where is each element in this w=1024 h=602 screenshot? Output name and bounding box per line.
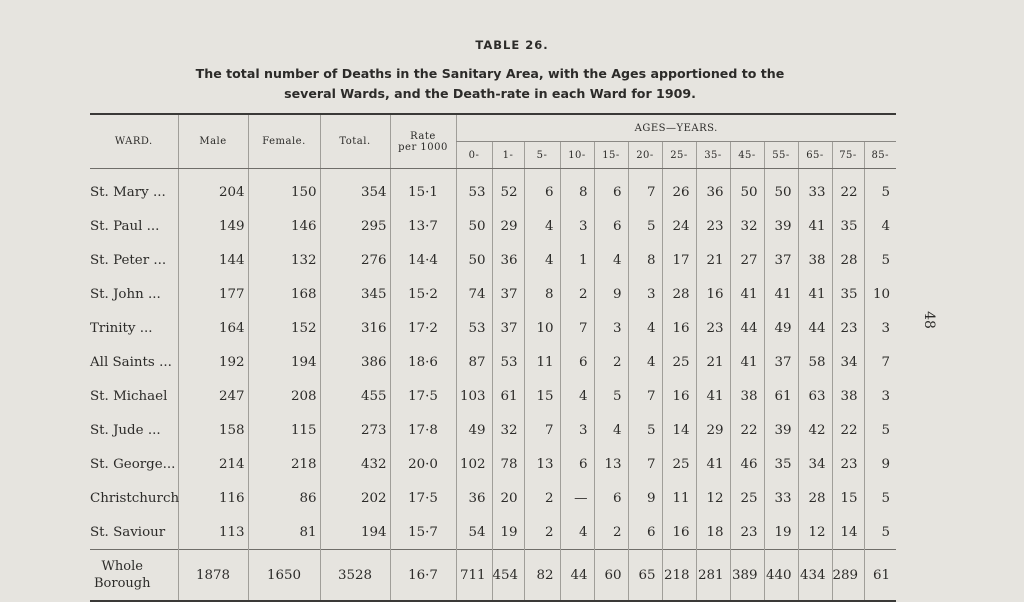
table-row [90,311,896,345]
male-count: 204 [178,169,248,210]
age-count-8: 25 [730,481,764,515]
death-rate: 15·1 [390,169,456,210]
total-count: 202 [320,481,390,515]
header-age-4: 15- [594,142,628,169]
female-count: 194 [248,345,320,379]
age-count-2: 4 [524,243,560,277]
age-count-4: 6 [594,209,628,243]
age-count-5: 6 [628,515,662,550]
age-count-1: 37 [492,277,524,311]
header-age-11: 75- [832,142,864,169]
death-rate: 17·5 [390,481,456,515]
age-count-11: 34 [832,345,864,379]
age-count-5: 7 [628,379,662,413]
female-count: 81 [248,515,320,550]
male-count: 144 [178,243,248,277]
total-age-5: 65 [628,550,662,602]
age-count-7: 23 [696,209,730,243]
age-count-2: 2 [524,481,560,515]
table-row [90,447,896,481]
age-count-10: 58 [798,345,832,379]
female-count: 115 [248,413,320,447]
header-total: Total. [320,114,390,169]
age-count-6: 14 [662,413,696,447]
age-count-8: 23 [730,515,764,550]
age-count-0: 102 [456,447,492,481]
age-count-4: 9 [594,277,628,311]
age-count-11: 14 [832,515,864,550]
age-count-10: 34 [798,447,832,481]
age-count-9: 50 [764,169,798,210]
male-count: 177 [178,277,248,311]
page-number: 48 [920,311,937,329]
age-count-8: 27 [730,243,764,277]
total-count: 273 [320,413,390,447]
age-count-8: 41 [730,277,764,311]
total-age-0: 711 [456,550,492,602]
total-ward-label [90,550,178,602]
age-count-8: 38 [730,379,764,413]
table-row [90,345,896,379]
male-count: 113 [178,515,248,550]
age-count-5: 7 [628,169,662,210]
male-count: 192 [178,345,248,379]
age-count-10: 12 [798,515,832,550]
header-age-3: 10- [560,142,594,169]
total-count: 432 [320,447,390,481]
header-age-0: 0- [456,142,492,169]
age-count-6: 25 [662,447,696,481]
female-count: 150 [248,169,320,210]
age-count-0: 103 [456,379,492,413]
age-count-11: 22 [832,169,864,210]
age-count-5: 4 [628,345,662,379]
age-count-6: 17 [662,243,696,277]
age-count-2: 15 [524,379,560,413]
header-rate [390,114,456,169]
death-rate: 13·7 [390,209,456,243]
age-count-8: 50 [730,169,764,210]
age-count-1: 36 [492,243,524,277]
age-count-10: 38 [798,243,832,277]
age-count-10: 42 [798,413,832,447]
age-count-1: 53 [492,345,524,379]
table-row [90,209,896,243]
age-count-0: 50 [456,243,492,277]
ward-name: St. John ... [90,286,161,302]
age-count-5: 9 [628,481,662,515]
age-count-7: 36 [696,169,730,210]
female-count: 208 [248,379,320,413]
total-count: 194 [320,515,390,550]
death-rate: 15·2 [390,277,456,311]
total-rate: 16·7 [390,550,456,602]
age-count-10: 41 [798,277,832,311]
header-age-8: 45- [730,142,764,169]
age-count-12: 3 [864,311,896,345]
total-age-3: 44 [560,550,594,602]
total-age-9: 440 [764,550,798,602]
age-count-11: 23 [832,311,864,345]
deaths-table [90,113,896,602]
age-count-12: 5 [864,515,896,550]
age-count-11: 15 [832,481,864,515]
age-count-0: 74 [456,277,492,311]
age-count-8: 22 [730,413,764,447]
header-rate-line-1: Rate [410,130,436,142]
age-count-11: 35 [832,209,864,243]
age-count-2: 4 [524,209,560,243]
age-count-10: 33 [798,169,832,210]
age-count-8: 32 [730,209,764,243]
age-count-7: 16 [696,277,730,311]
age-count-7: 41 [696,447,730,481]
header-age-2: 5- [524,142,560,169]
age-count-3: 2 [560,277,594,311]
total-male: 1878 [178,550,248,602]
age-count-11: 28 [832,243,864,277]
age-count-0: 49 [456,413,492,447]
age-count-6: 16 [662,379,696,413]
age-count-11: 22 [832,413,864,447]
age-count-0: 36 [456,481,492,515]
age-count-1: 61 [492,379,524,413]
age-count-3: 1 [560,243,594,277]
age-count-4: 13 [594,447,628,481]
age-count-3: 3 [560,413,594,447]
total-age-12: 61 [864,550,896,602]
header-age-1: 1- [492,142,524,169]
age-count-1: 52 [492,169,524,210]
total-count: 386 [320,345,390,379]
age-count-12: 5 [864,243,896,277]
age-count-5: 7 [628,447,662,481]
ward-name: Trinity ... [90,320,153,336]
whole-borough-label [90,558,151,592]
age-count-2: 11 [524,345,560,379]
male-count: 158 [178,413,248,447]
age-count-1: 20 [492,481,524,515]
header-age-10: 65- [798,142,832,169]
age-count-3: 6 [560,447,594,481]
age-count-4: 4 [594,243,628,277]
age-count-4: 6 [594,481,628,515]
total-age-8: 389 [730,550,764,602]
death-rate: 14·4 [390,243,456,277]
age-count-1: 29 [492,209,524,243]
age-count-2: 8 [524,277,560,311]
total-female: 1650 [248,550,320,602]
age-count-3: 3 [560,209,594,243]
age-count-9: 39 [764,209,798,243]
table-row [90,515,896,550]
total-row [90,550,896,602]
age-count-6: 24 [662,209,696,243]
table-row [90,413,896,447]
age-count-6: 16 [662,311,696,345]
header-rate-line-2: per 1000 [398,141,448,153]
header-ward: WARD. [90,114,178,169]
total-age-10: 434 [798,550,832,602]
age-count-1: 19 [492,515,524,550]
ward-name: St. Mary ... [90,184,166,200]
whole-label-line-2: Borough [94,576,151,591]
total-count: 354 [320,169,390,210]
header-age-5: 20- [628,142,662,169]
age-count-9: 41 [764,277,798,311]
female-count: 152 [248,311,320,345]
age-count-10: 28 [798,481,832,515]
age-count-9: 49 [764,311,798,345]
age-count-8: 44 [730,311,764,345]
age-count-9: 39 [764,413,798,447]
age-count-8: 41 [730,345,764,379]
header-age-9: 55- [764,142,798,169]
header-male: Male [178,114,248,169]
total-count: 345 [320,277,390,311]
age-count-10: 41 [798,209,832,243]
age-count-4: 4 [594,413,628,447]
header-ages-group: AGES—YEARS. [456,114,896,142]
male-count: 116 [178,481,248,515]
age-count-12: 5 [864,413,896,447]
table-subtitle [150,64,830,104]
age-count-12: 7 [864,345,896,379]
age-count-2: 2 [524,515,560,550]
age-count-11: 38 [832,379,864,413]
header-female: Female. [248,114,320,169]
age-count-7: 21 [696,243,730,277]
male-count: 164 [178,311,248,345]
death-rate: 15·7 [390,515,456,550]
table-row [90,169,896,210]
total-age-4: 60 [594,550,628,602]
age-count-3: 4 [560,379,594,413]
header-age-7: 35- [696,142,730,169]
age-count-12: 3 [864,379,896,413]
age-count-3: — [560,481,594,515]
male-count: 149 [178,209,248,243]
subtitle-line-1: The total number of Deaths in the Sanitary Area, with the Ages apportioned to the [195,66,785,81]
age-count-3: 6 [560,345,594,379]
age-count-6: 16 [662,515,696,550]
age-count-1: 32 [492,413,524,447]
age-count-6: 26 [662,169,696,210]
age-count-7: 23 [696,311,730,345]
header-age-12: 85- [864,142,896,169]
total-age-7: 281 [696,550,730,602]
whole-label-line-1: Whole [101,559,143,574]
age-count-4: 5 [594,379,628,413]
table-row [90,277,896,311]
age-count-5: 8 [628,243,662,277]
age-count-5: 5 [628,413,662,447]
total-count: 455 [320,379,390,413]
age-count-9: 61 [764,379,798,413]
table-row [90,379,896,413]
age-count-12: 5 [864,481,896,515]
age-count-4: 6 [594,169,628,210]
age-count-3: 4 [560,515,594,550]
age-count-7: 21 [696,345,730,379]
ward-name: Christchurch [90,490,180,506]
total-age-11: 289 [832,550,864,602]
age-count-9: 35 [764,447,798,481]
age-count-9: 19 [764,515,798,550]
age-count-5: 4 [628,311,662,345]
ward-name: St. Michael [90,388,168,404]
age-count-0: 50 [456,209,492,243]
total-count: 295 [320,209,390,243]
male-count: 214 [178,447,248,481]
male-count: 247 [178,379,248,413]
age-count-9: 37 [764,243,798,277]
age-count-4: 3 [594,311,628,345]
age-count-10: 44 [798,311,832,345]
total-age-2: 82 [524,550,560,602]
age-count-4: 2 [594,515,628,550]
age-count-0: 87 [456,345,492,379]
age-count-7: 18 [696,515,730,550]
age-count-2: 10 [524,311,560,345]
table-row [90,481,896,515]
ward-name: All Saints ... [90,354,172,370]
age-count-9: 37 [764,345,798,379]
female-count: 132 [248,243,320,277]
female-count: 86 [248,481,320,515]
age-count-7: 41 [696,379,730,413]
ward-name: St. Jude ... [90,422,161,438]
female-count: 168 [248,277,320,311]
age-count-2: 13 [524,447,560,481]
age-count-7: 29 [696,413,730,447]
subtitle-line-2: several Wards, and the Death-rate in each Ward for 1909. [284,86,696,101]
age-count-10: 63 [798,379,832,413]
ward-name: St. George... [90,456,176,472]
age-count-4: 2 [594,345,628,379]
age-count-6: 25 [662,345,696,379]
age-count-11: 23 [832,447,864,481]
table-row [90,243,896,277]
female-count: 146 [248,209,320,243]
table-title: TABLE 26. [475,38,549,52]
total-total: 3528 [320,550,390,602]
age-count-0: 53 [456,311,492,345]
total-count: 316 [320,311,390,345]
age-count-11: 35 [832,277,864,311]
age-count-0: 54 [456,515,492,550]
age-count-5: 5 [628,209,662,243]
total-count: 276 [320,243,390,277]
death-rate: 20·0 [390,447,456,481]
header-age-6: 25- [662,142,696,169]
age-count-12: 9 [864,447,896,481]
death-rate: 18·6 [390,345,456,379]
female-count: 218 [248,447,320,481]
age-count-8: 46 [730,447,764,481]
death-rate: 17·2 [390,311,456,345]
age-count-5: 3 [628,277,662,311]
age-count-2: 6 [524,169,560,210]
age-count-1: 78 [492,447,524,481]
age-count-0: 53 [456,169,492,210]
ward-name: St. Peter ... [90,252,167,268]
age-count-6: 11 [662,481,696,515]
age-count-9: 33 [764,481,798,515]
age-count-3: 8 [560,169,594,210]
total-age-6: 218 [662,550,696,602]
age-count-6: 28 [662,277,696,311]
age-count-12: 5 [864,169,896,210]
death-rate: 17·5 [390,379,456,413]
age-count-7: 12 [696,481,730,515]
death-rate: 17·8 [390,413,456,447]
total-age-1: 454 [492,550,524,602]
age-count-3: 7 [560,311,594,345]
age-count-1: 37 [492,311,524,345]
ward-name: St. Paul ... [90,218,160,234]
age-count-12: 4 [864,209,896,243]
age-count-12: 10 [864,277,896,311]
age-count-2: 7 [524,413,560,447]
ward-name: St. Saviour [90,524,166,540]
